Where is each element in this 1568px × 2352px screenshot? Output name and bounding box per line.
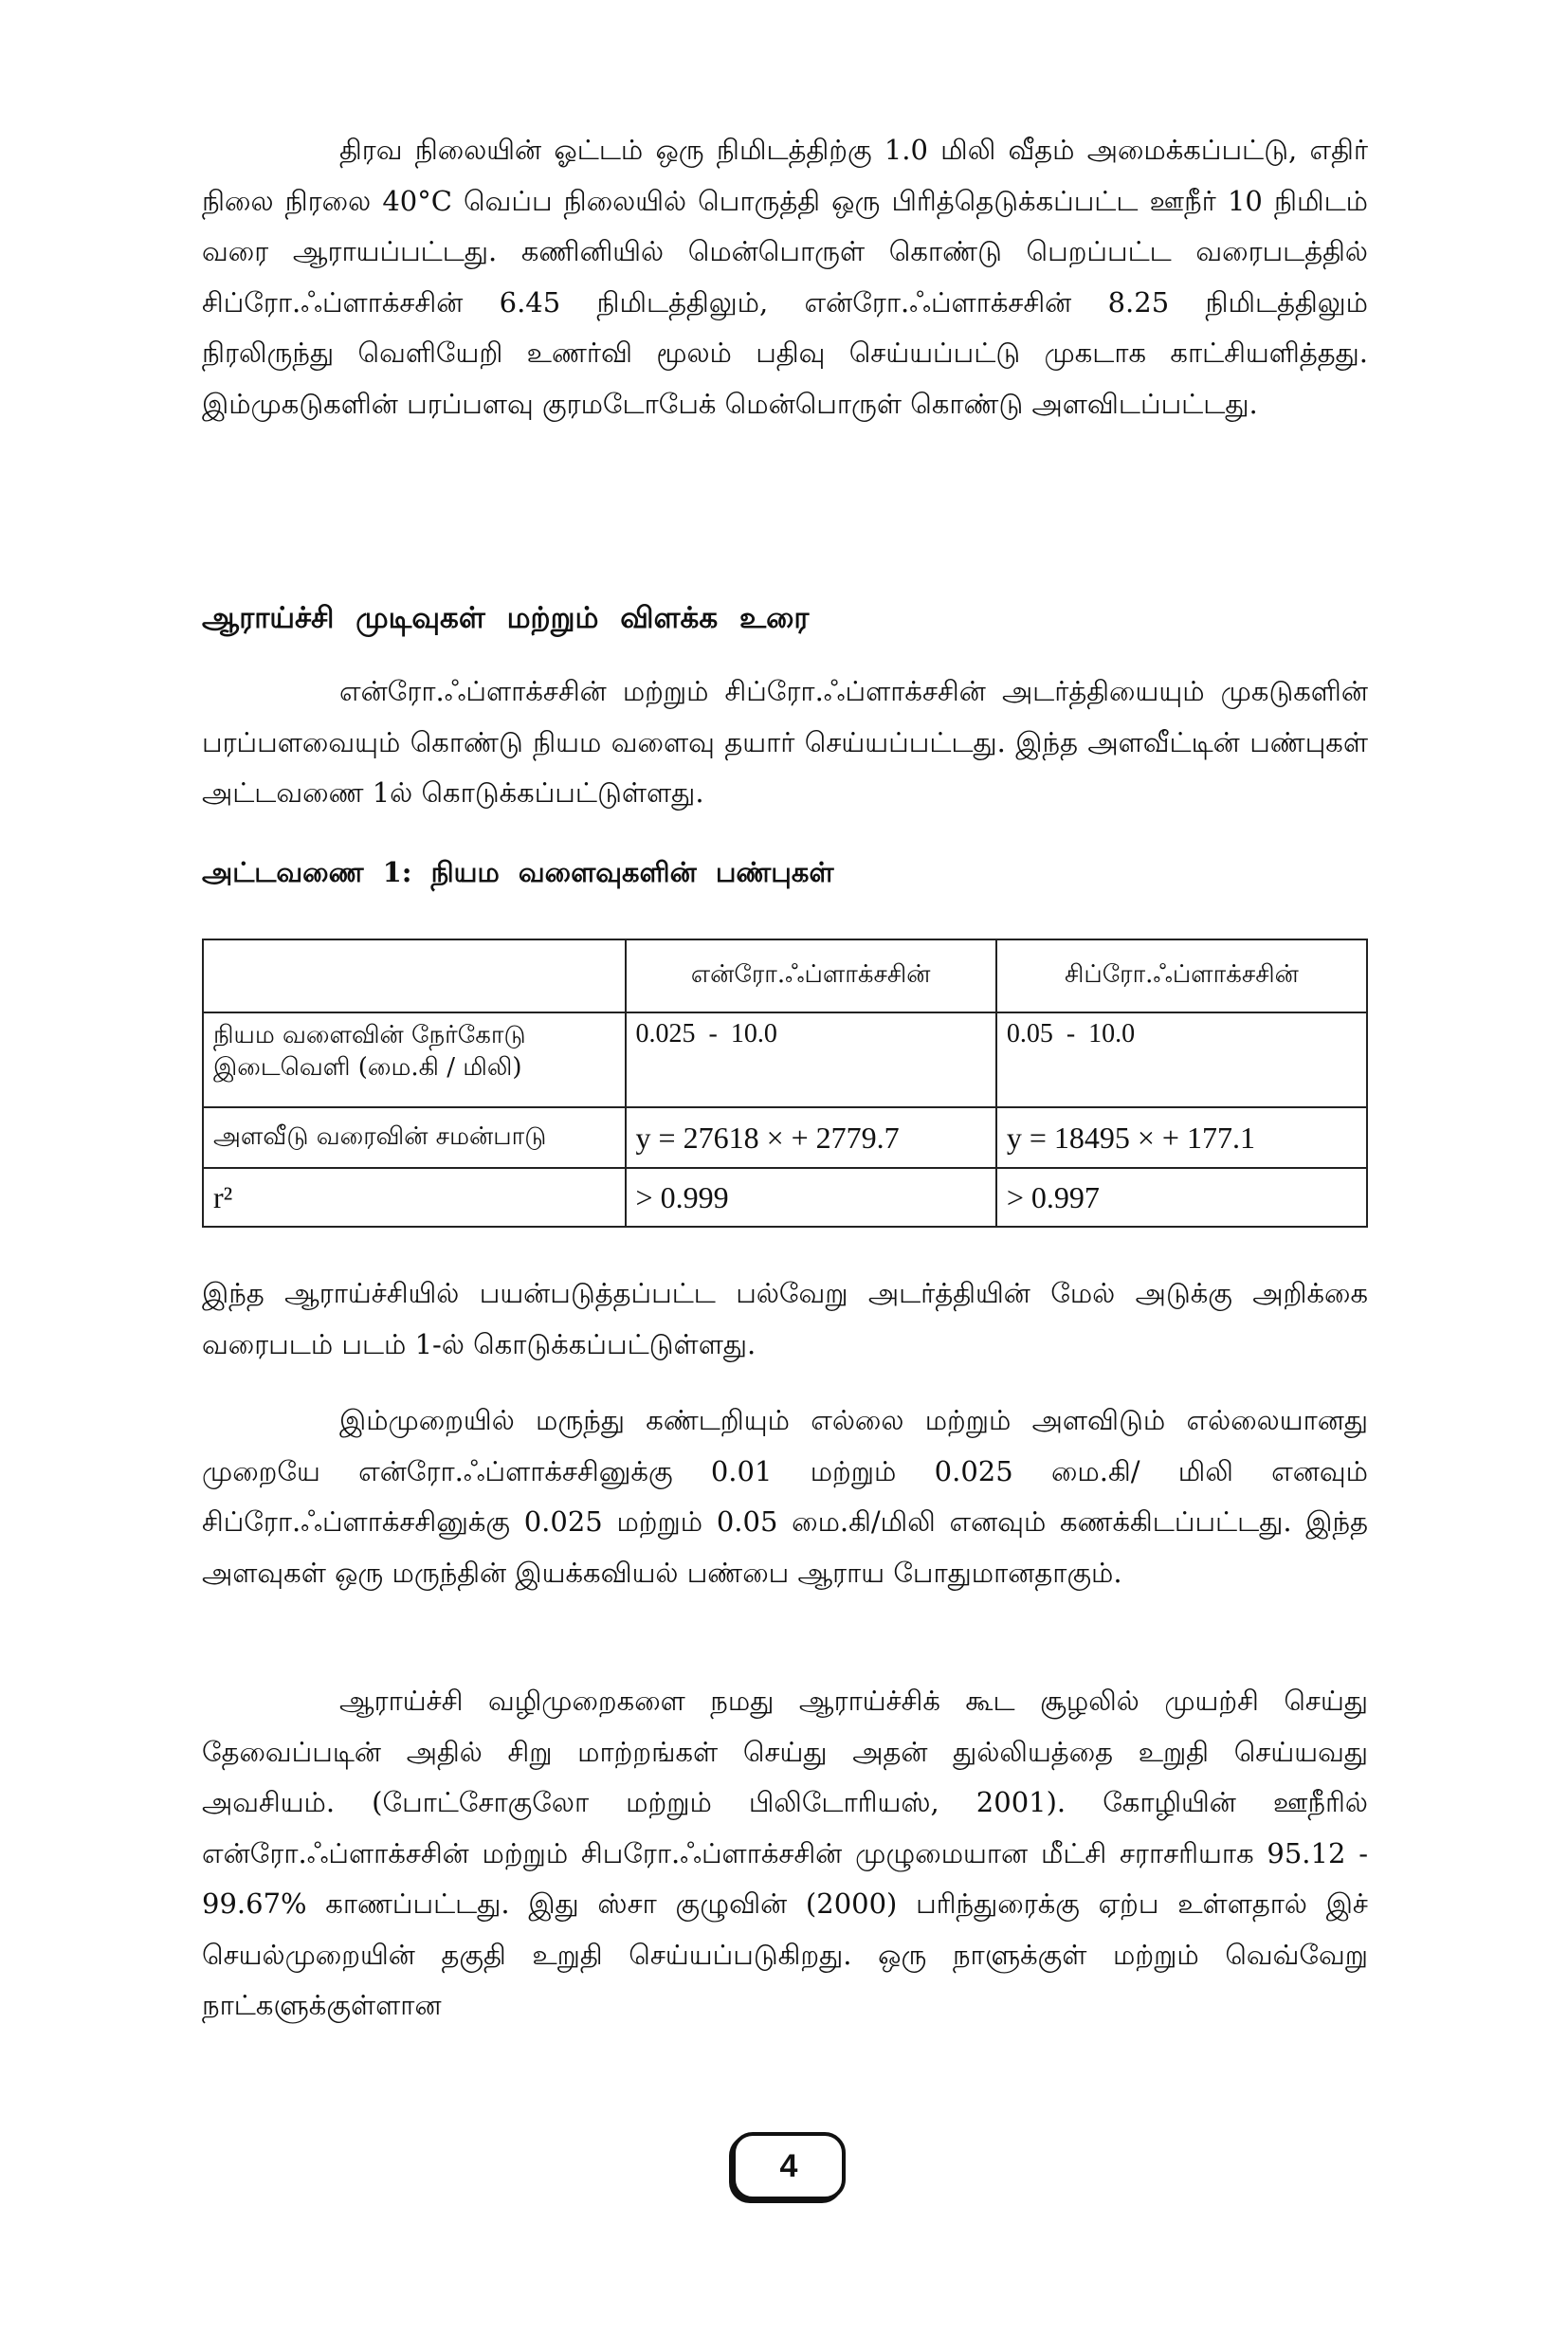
page-number: 4 xyxy=(732,2132,846,2200)
table-cell: அளவீடு வரைவின் சமன்பாடு xyxy=(203,1107,626,1168)
table-row xyxy=(203,1012,1367,1107)
table-header-row xyxy=(203,939,1367,1012)
table-cell: நியம வளைவின் நேர்கோடு இடைவெளி (மை.கி / மிலி) xyxy=(203,1012,626,1107)
table-cell: 0.025 - 10.0 xyxy=(626,1012,996,1107)
table-row xyxy=(203,1168,1367,1227)
table-header-cell: சிப்ரோ.ஃப்ளாக்சசின் xyxy=(996,939,1367,1012)
table-cell: r² xyxy=(203,1168,626,1227)
table-cell: y = 18495 × + 177.1 xyxy=(996,1107,1367,1168)
section-heading: ஆராய்ச்சி முடிவுகள் மற்றும் விளக்க உரை xyxy=(202,601,810,635)
paragraph-validation: ஆராய்ச்சி வழிமுறைகளை நமது ஆராய்ச்சிக் கூட சூழலில் முயற்சி செய்து தேவைப்படின் அதில் சிறு மாற்றங்கள் செய்து அதன் துல்லியத்தை உறுதி செய்யவது அவசியம். (போட்சோகுலோ மற்றும் பிலிடோரியஸ், 2001). கோழியின் ஊநீரில் என்ரோ.ஃப்ளாக்சசின் மற்றும் சிபரோ.ஃப்ளாக்சசின் முழுமையான மீட்சி சராசரியாக 95.12 - 99.67% காணப்பட்டது. இது ஸ்சா குழுவின் (2000) பரிந்துரைக்கு ஏற்ப உள்ளதால் இச் செயல்முறையின் தகுதி உறுதி செய்யப்படுகிறது. ஒரு நாளுக்குள் மற்றும் வெவ்வேறு நாட்களுக்குள்ளான xyxy=(202,1685,1368,2021)
table-row xyxy=(203,1107,1367,1168)
paragraph-detection-limits: இம்முறையில் மருந்து கண்டறியும் எல்லை மற்றும் அளவிடும் எல்லையானது முறையே என்ரோ.ஃப்ளாக்சசினுக்கு 0.01 மற்றும் 0.025 மை.கி/ மிலி எனவும் சிப்ரோ.ஃப்ளாக்சசினுக்கு 0.025 மற்றும் 0.05 மை.கி/மிலி எனவும் கணக்கிடப்பட்டது. இந்த அளவுகள் ஒரு மருந்தின் இயக்கவியல் பண்பை ஆராய போதுமானதாகும். xyxy=(202,1404,1368,1589)
paragraph-figure-ref: இந்த ஆராய்ச்சியில் பயன்படுத்தப்பட்ட பல்வேறு அடர்த்தியின் மேல் அடுக்கு அறிக்கை வரைபடம் படம் 1-ல் கொடுக்கப்பட்டுள்ளது. xyxy=(202,1277,1368,1360)
table-caption: அட்டவணை 1: நியம வளைவுகளின் பண்புகள் xyxy=(202,856,834,888)
table-cell: y = 27618 × + 2779.7 xyxy=(626,1107,996,1168)
paragraph-calibration: என்ரோ.ஃப்ளாக்சசின் மற்றும் சிப்ரோ.ஃப்ளாக்சசின் அடர்த்தியையும் முகடுகளின் பரப்பளவையும் கொண்டு நியம வளைவு தயார் செய்யப்பட்டது. இந்த அளவீட்டின் பண்புகள் அட்டவணை 1ல் கொடுக்கப்பட்டுள்ளது. xyxy=(202,675,1368,809)
table-header-cell xyxy=(203,939,626,1012)
calibration-table xyxy=(202,939,1368,1228)
table-header-cell: என்ரோ.ஃப்ளாக்சசின் xyxy=(626,939,996,1012)
table-cell: > 0.997 xyxy=(996,1168,1367,1227)
paragraph-method: திரவ நிலையின் ஓட்டம் ஒரு நிமிடத்திற்கு 1.0 மிலி வீதம் அமைக்கப்பட்டு, எதிர் நிலை நிரலை 40°C வெப்ப நிலையில் பொருத்தி ஒரு பிரித்தெடுக்கப்பட்ட ஊநீர் 10 நிமிடம் வரை ஆராயப்பட்டது. கணினியில் மென்பொருள் கொண்டு பெறப்பட்ட வரைபடத்தில் சிப்ரோ.ஃப்ளாக்சசின் 6.45 நிமிடத்திலும், என்ரோ.ஃப்ளாக்சசின் 8.25 நிமிடத்திலும் நிரலிருந்து வெளியேறி உணர்வி மூலம் பதிவு செய்யப்பட்டு முகடாக காட்சியளித்தது. இம்முகடுகளின் பரப்பளவு குரமடோபேக் மென்பொருள் கொண்டு அளவிடப்பட்டது. xyxy=(202,134,1368,420)
table-cell: > 0.999 xyxy=(626,1168,996,1227)
table-cell: 0.05 - 10.0 xyxy=(996,1012,1367,1107)
